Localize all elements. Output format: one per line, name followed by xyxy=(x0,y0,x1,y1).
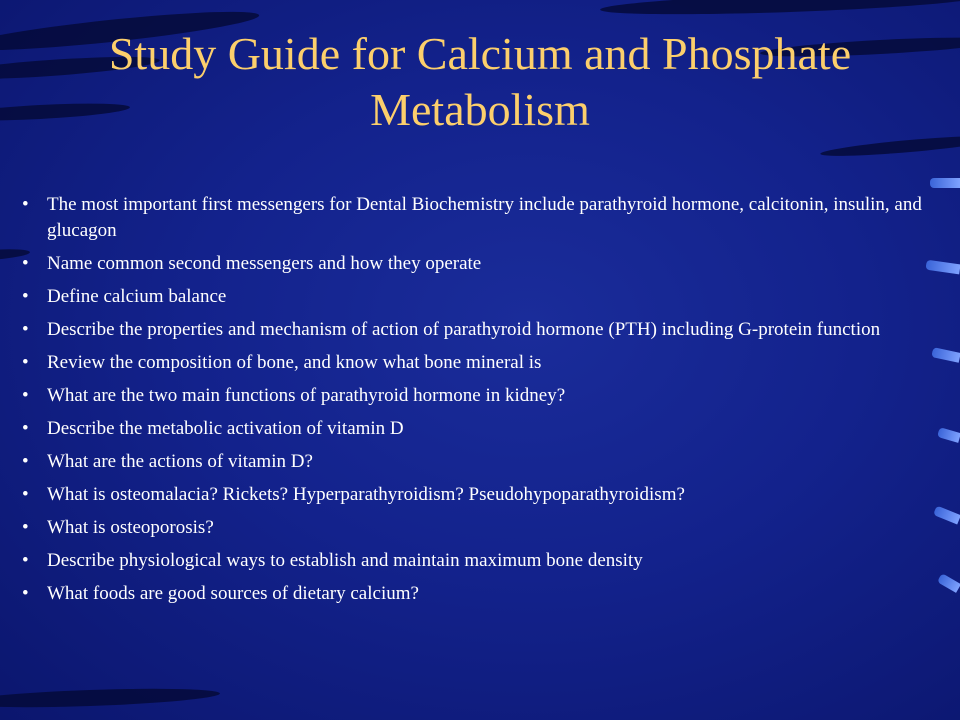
bullet-text: Describe physiological ways to establish and maintain maximum bone density xyxy=(47,550,643,571)
bullet-text: The most important first messengers for Dental Biochemistry include parathyroid hormone, calcitonin, insulin, and glucagon xyxy=(47,194,922,241)
decorative-stripe xyxy=(600,0,960,19)
bullet-item xyxy=(22,581,952,607)
bullet-point-icon: • xyxy=(22,194,29,215)
bullet-text: What foods are good sources of dietary calcium? xyxy=(47,583,419,604)
bullet-item xyxy=(22,284,952,310)
bullet-item xyxy=(22,416,952,442)
bullet-item xyxy=(22,515,952,541)
bullet-point-icon: • xyxy=(22,286,29,307)
bullet-point-icon: • xyxy=(22,418,29,439)
bullet-item xyxy=(22,192,952,244)
slide-title: Study Guide for Calcium and Phosphate Metabolism xyxy=(108,28,852,135)
bullet-point-icon: • xyxy=(22,451,29,472)
bullet-item xyxy=(22,548,952,574)
bullet-text: What are the two main functions of parathyroid hormone in kidney? xyxy=(47,385,566,406)
bullet-text: What is osteoporosis? xyxy=(47,517,214,538)
bullet-point-icon: • xyxy=(22,253,29,274)
bullet-point-icon: • xyxy=(22,352,29,373)
bullet-item xyxy=(22,449,952,475)
bullet-item xyxy=(22,383,952,409)
bullet-text: Review the composition of bone, and know what bone mineral is xyxy=(47,352,542,373)
bullet-item xyxy=(22,482,952,508)
bullet-point-icon: • xyxy=(22,550,29,571)
bullet-item xyxy=(22,350,952,376)
bullet-point-icon: • xyxy=(22,385,29,406)
bullet-text: What is osteomalacia? Rickets? Hyperparathyroidism? Pseudohypoparathyroidism? xyxy=(47,484,685,505)
bullet-item xyxy=(22,251,952,277)
bullet-text: Describe the properties and mechanism of action of parathyroid hormone (PTH) including G-protein function xyxy=(47,319,881,340)
bullet-text: Describe the metabolic activation of vitamin D xyxy=(47,418,404,439)
bullet-list xyxy=(22,192,952,614)
decorative-edge-mark xyxy=(930,178,960,188)
bullet-point-icon: • xyxy=(22,484,29,505)
bullet-point-icon: • xyxy=(22,583,29,604)
decorative-stripe xyxy=(0,685,220,710)
bullet-text: What are the actions of vitamin D? xyxy=(47,451,313,472)
bullet-item xyxy=(22,317,952,343)
bullet-point-icon: • xyxy=(22,517,29,538)
bullet-text: Define calcium balance xyxy=(47,286,227,307)
bullet-text: Name common second messengers and how they operate xyxy=(47,253,482,274)
bullet-point-icon: • xyxy=(22,319,29,340)
